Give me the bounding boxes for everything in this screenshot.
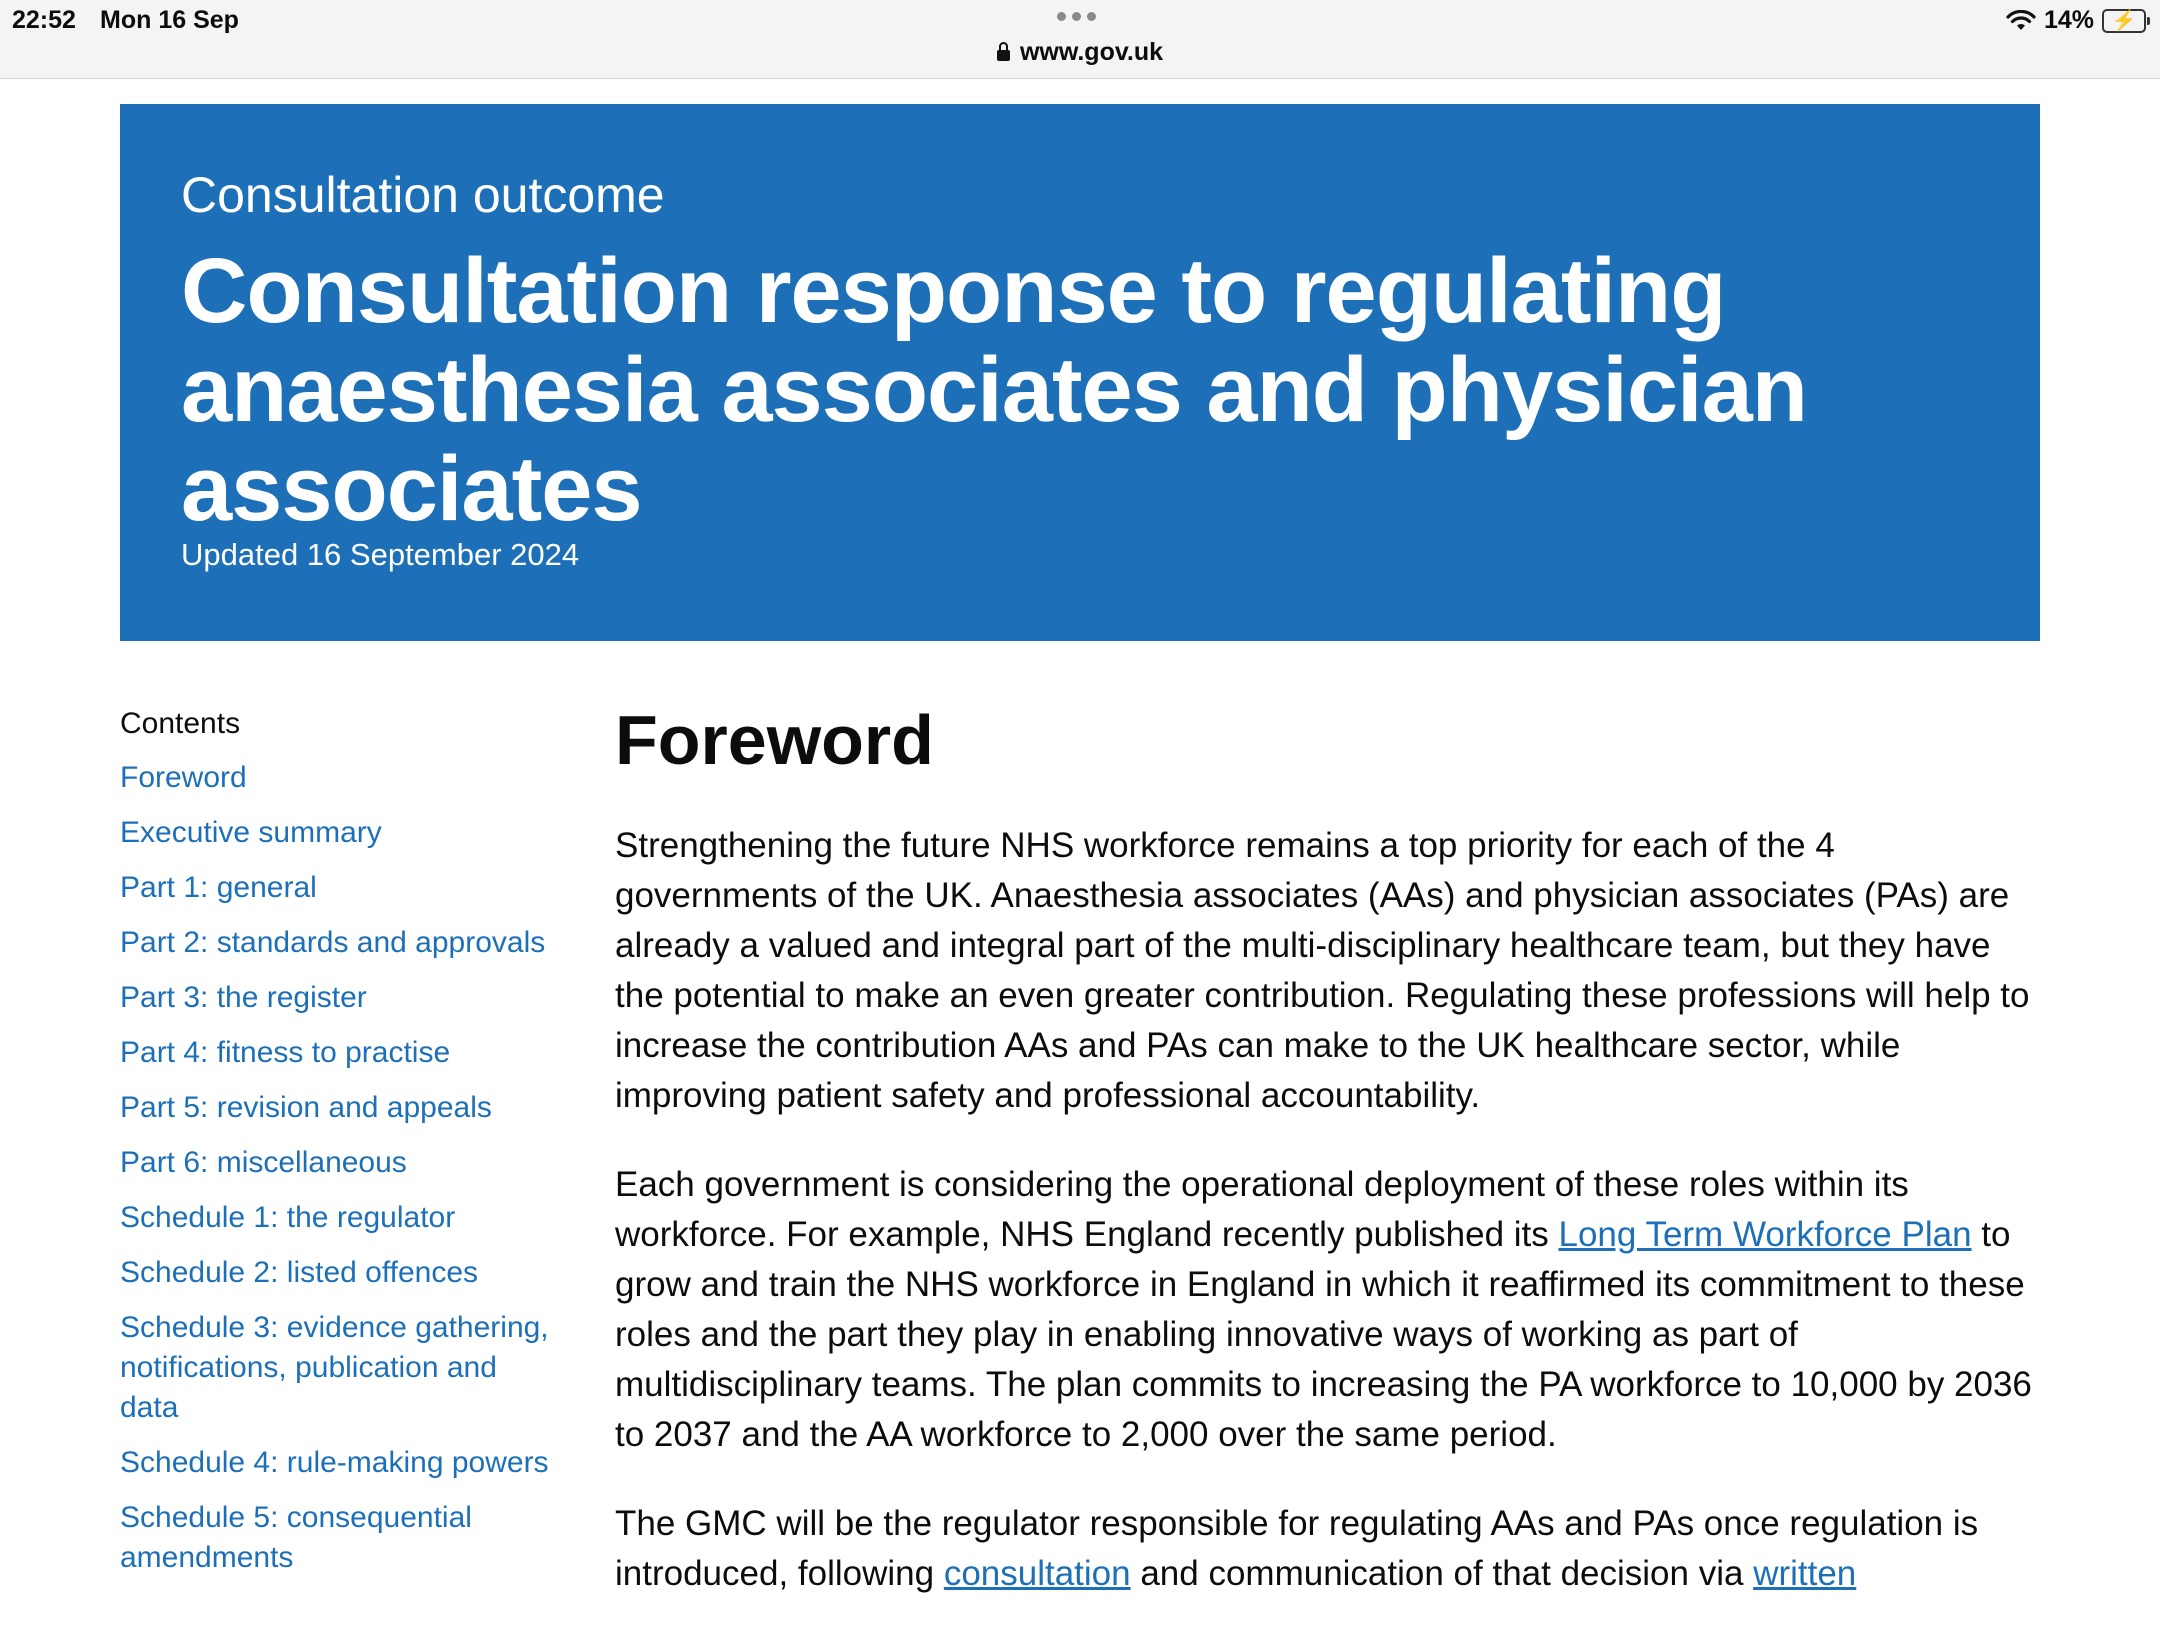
updated-date: Updated 16 September 2024 [181, 537, 580, 572]
contents-link-part-2[interactable]: Part 2: standards and approvals [120, 926, 546, 959]
contents-link-part-3[interactable]: Part 3: the register [120, 981, 367, 1014]
page-title: Consultation response to regulating anaesthesia associates and physician associates [181, 240, 1807, 540]
contents-link-schedule-5[interactable]: Schedule 5: consequential amendments [120, 1501, 472, 1574]
status-indicators [2006, 6, 2146, 35]
contents-list [120, 758, 560, 1578]
paragraph-3-text-b: and communication of that decision via [1130, 1554, 1754, 1593]
paragraph-1: Strengthening the future NHS workforce remains a top priority for each of the 4 governments of the UK. Anaesthesia associates (AAs) and physician associates (PAs) are already a valued and integral part of the multi-disciplinary healthcare team, but they have the potential to make an even greater contribution. Regulating these professions will help to increase the contribution AAs and PAs can make to the UK healthcare sector, while improving patient safety and professional accountability. [615, 826, 2030, 1115]
address-bar[interactable] [0, 38, 2160, 67]
contents-link-executive-summary[interactable]: Executive summary [120, 816, 382, 849]
address-url: www.gov.uk [1019, 38, 1164, 66]
status-bar [0, 0, 2160, 79]
contents-link-schedule-3[interactable]: Schedule 3: evidence gathering, notifications, publication and data [120, 1311, 549, 1424]
lock-icon [997, 50, 1010, 61]
multitasking-dots-icon[interactable] [1057, 12, 1096, 21]
paragraph-3 [615, 1499, 2045, 1599]
main-content [615, 700, 2045, 1638]
wifi-icon [2006, 10, 2036, 32]
consultation-link[interactable]: consultation [943, 1554, 1131, 1593]
title-banner [120, 104, 2040, 641]
clock-time: 22:52 [12, 6, 76, 34]
contents-nav [120, 707, 560, 1593]
contents-link-part-1[interactable]: Part 1: general [120, 871, 317, 904]
contents-link-schedule-4[interactable]: Schedule 4: rule-making powers [120, 1446, 549, 1479]
battery-charging-icon: ⚡ [2102, 9, 2146, 33]
long-term-workforce-plan-link[interactable]: Long Term Workforce Plan [1558, 1215, 1972, 1254]
paragraph-2-text-a: Each government is considering the operational deployment of these roles within its workforce. For example, NHS England recently published its [615, 1165, 1909, 1254]
clock-date: Mon 16 Sep [100, 6, 239, 34]
paragraph-3-text-a: The GMC will be the regulator responsible for regulating AAs and PAs once regulation is introduced, following [615, 1504, 1979, 1593]
contents-link-part-6[interactable]: Part 6: miscellaneous [120, 1146, 407, 1179]
document-type-caption: Consultation outcome [181, 167, 665, 223]
contents-heading: Contents [120, 707, 241, 740]
contents-link-part-5[interactable]: Part 5: revision and appeals [120, 1091, 492, 1124]
section-heading: Foreword [615, 701, 934, 779]
battery-percent: 14% [2043, 6, 2094, 34]
contents-link-foreword[interactable]: Foreword [120, 761, 247, 794]
contents-link-schedule-1[interactable]: Schedule 1: the regulator [120, 1201, 456, 1234]
contents-link-part-4[interactable]: Part 4: fitness to practise [120, 1036, 451, 1069]
contents-link-schedule-2[interactable]: Schedule 2: listed offences [120, 1256, 479, 1289]
paragraph-2 [615, 1160, 2045, 1460]
paragraph-2-text-b: to grow and train the NHS workforce in England in which it reaffirmed its commitment to these roles and the part they play in enabling innovative ways of working as part of multidisciplinary teams. The plan commits to increasing the PA workforce to 10,000 by 2036 to 2037 and the AA workforce to 2,000 over the same period. [615, 1215, 2032, 1454]
written-ministerial-statement-link[interactable]: written [1753, 1554, 1857, 1593]
